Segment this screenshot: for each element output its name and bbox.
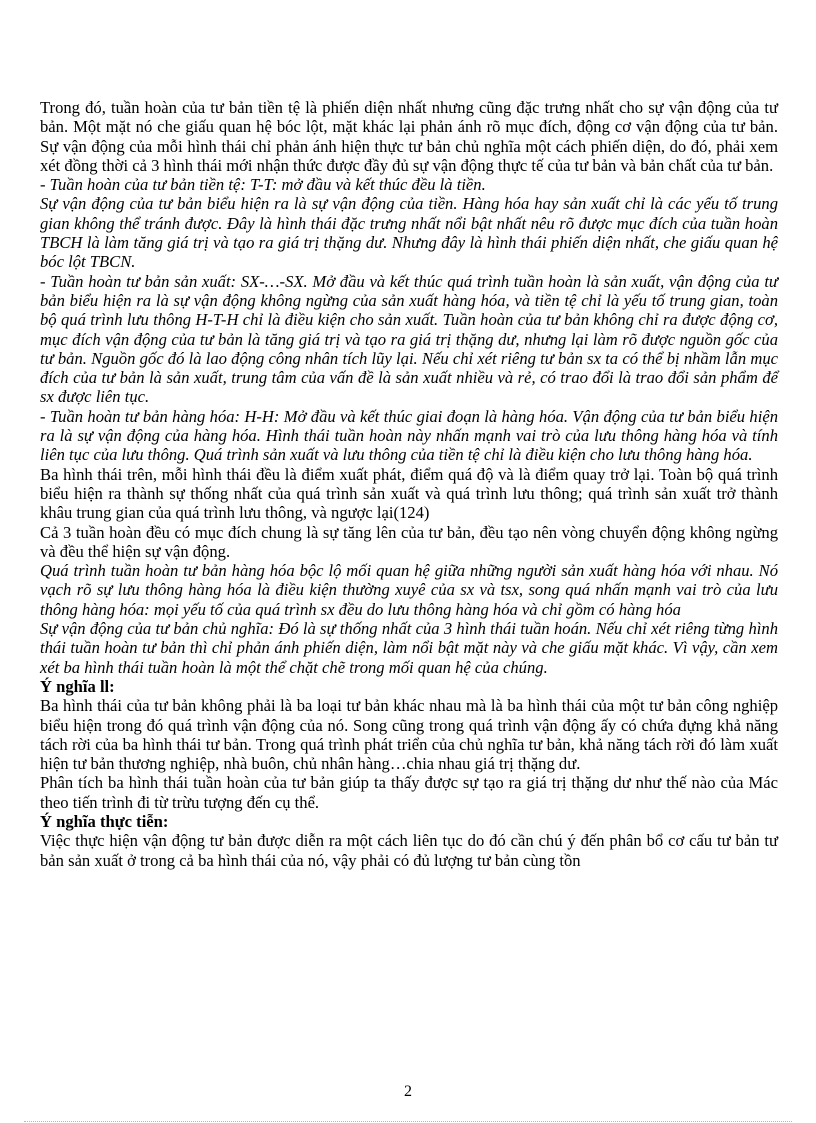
section-heading: Ý nghĩa thực tiễn: xyxy=(40,811,169,831)
page-number: 2 xyxy=(404,1083,412,1100)
paragraph: - Tuần hoàn tư bản sản xuất: SX-…-SX. Mở đầu và kết thúc quá trình tuần hoàn là sản xuất, vận động của tư bản biểu hiện ra là sự vận động không ngừng của sản xuất hàng hóa, và tiền tệ chỉ là yếu tố trung gian, toàn bộ quá trình lưu thông H-T-H chỉ là điều kiện cho sản xuất. Tuần hoàn của tư bản không chỉ ra được động cơ, mục đích vận động của tư bản là tăng giá trị và tạo ra giá trị thặng dư, nhưng lại làm rõ được nguồn gốc của tư bản. Nguồn gốc đó là lao động công nhân tích lũy lại. Nếu chỉ xét riêng tư bản sx ta có thể bị nhầm lẫn mục đích của tư bản là sản xuất, trung tâm của vấn đề là sản xuất nhiều và rẻ, có trao đổi là trao đổi sản phẩm để sx được liên tục. xyxy=(40,271,778,407)
paragraph: Ba hình thái của tư bản không phải là ba loại tư bản khác nhau mà là ba hình thái của một tư bản công nghiệp biểu hiện trong đó quá trình vận động của nó. Song cũng trong quá trình vận động ấy có chứa đựng khả năng tách rời của ba hình thái tư bản. Trong quá trình phát triển của chủ nghĩa tư bản, khả năng tách rời đó làm xuất hiện tư bản thương nghiệp, nhà buôn, chủ nhân hàng…chia nhau giá trị thặng dư. xyxy=(40,696,778,774)
document-body xyxy=(40,98,778,870)
paragraph: Quá trình tuần hoàn tư bản hàng hóa bộc lộ mối quan hệ giữa những người sản xuất hàng hóa với nhau. Nó vạch rõ sự lưu thông hàng hóa là điều kiện thường xuyê của sx và tsx, song quá nhấn mạnh vai trò của lưu thông hàng hóa: mọi yếu tố của quá trình sx đều do lưu thông hàng hóa và chỉ gồm có hàng hóa xyxy=(40,561,778,619)
paragraph: Sự vận động của tư bản biểu hiện ra là sự vận động của tiền. Hàng hóa hay sản xuất chỉ là các yếu tố trung gian không thể tránh được. Đây là hình thái đặc trưng nhất nổi bật nhất nêu rõ được mục đích của tuần hoàn TBCH là làm tăng giá trị và tạo ra giá trị thặng dư. Nhưng đây là hình thái phiến diện nhất, che giấu quan hệ bóc lột TBCN. xyxy=(40,194,778,272)
paragraph: Phân tích ba hình thái tuần hoàn của tư bản giúp ta thấy được sự tạo ra giá trị thặng dư như thế nào của Mác theo tiến trình đi từ trừu tượng đến cụ thể. xyxy=(40,773,778,812)
paragraph: Ba hình thái trên, mỗi hình thái đều là điểm xuất phát, điểm quá độ và là điểm quay trở lại. Toàn bộ quá trình biểu hiện ra thành sự thống nhất của quá trình sản xuất và quá trình lưu thông; quá trình sản xuất trở thành khâu trung gian của quá trình lưu thông, và ngược lại(124) xyxy=(40,464,778,523)
paragraph: Sự vận động của tư bản chủ nghĩa: Đó là sự thống nhất của 3 hình thái tuần hoán. Nếu chỉ xét riêng từng hình thái tuần hoàn tư bản thì chỉ phản ánh phiến diện, làm nổi bật mặt này và che giấu mặt khác. Vì vậy, cần xem xét ba hình thái tuần hoàn là một thể chặt chẽ trong mối quan hệ của chúng. xyxy=(40,619,778,677)
paragraph: Cả 3 tuần hoàn đều có mục đích chung là sự tăng lên của tư bản, đều tạo nên vòng chuyển động không ngừng và đều thể hiện sự vận động. xyxy=(40,522,778,561)
paragraph: Việc thực hiện vận động tư bản được diễn ra một cách liên tục do đó cần chú ý đến phân bổ cơ cấu tư bản tư bản sản xuất ở trong cả ba hình thái của nó, vậy phải có đủ lượng tư bản cùng tồn xyxy=(40,831,778,870)
footer-divider xyxy=(24,1121,792,1122)
paragraph: - Tuần hoàn của tư bản tiền tệ: T-T: mở đầu và kết thúc đều là tiền. xyxy=(40,175,486,195)
section-heading: Ý nghĩa ll: xyxy=(40,676,115,696)
paragraph: Trong đó, tuần hoàn của tư bản tiền tệ là phiến diện nhất nhưng cũng đặc trưng nhất cho sự vận động của tư bản. Một mặt nó che giấu quan hệ bóc lột, mặt khác lại phản ánh rõ mục đích, động cơ vận động của tư bản. Sự vận động của mỗi hình thái chỉ phản ánh hiện thực tư bản chủ nghĩa một cách phiến diện, do đó, phải xem xét đồng thời cả 3 hình thái mới nhận thức được đầy đủ sự vận động thực tế của tư bản và bản chất của tư bản. xyxy=(40,98,778,175)
paragraph: - Tuần hoàn tư bản hàng hóa: H-H: Mở đầu và kết thúc giai đoạn là hàng hóa. Vận động của tư bản biểu hiện ra là sự vận động của hàng hóa. Hình thái tuần hoàn này nhấn mạnh vai trò của lưu thông hàng hóa và tính liên tục của lưu thông. Quá trình sản xuất và lưu thông của tiền tệ chỉ là điều kiện cho lưu thông hàng hóa. xyxy=(40,406,778,465)
